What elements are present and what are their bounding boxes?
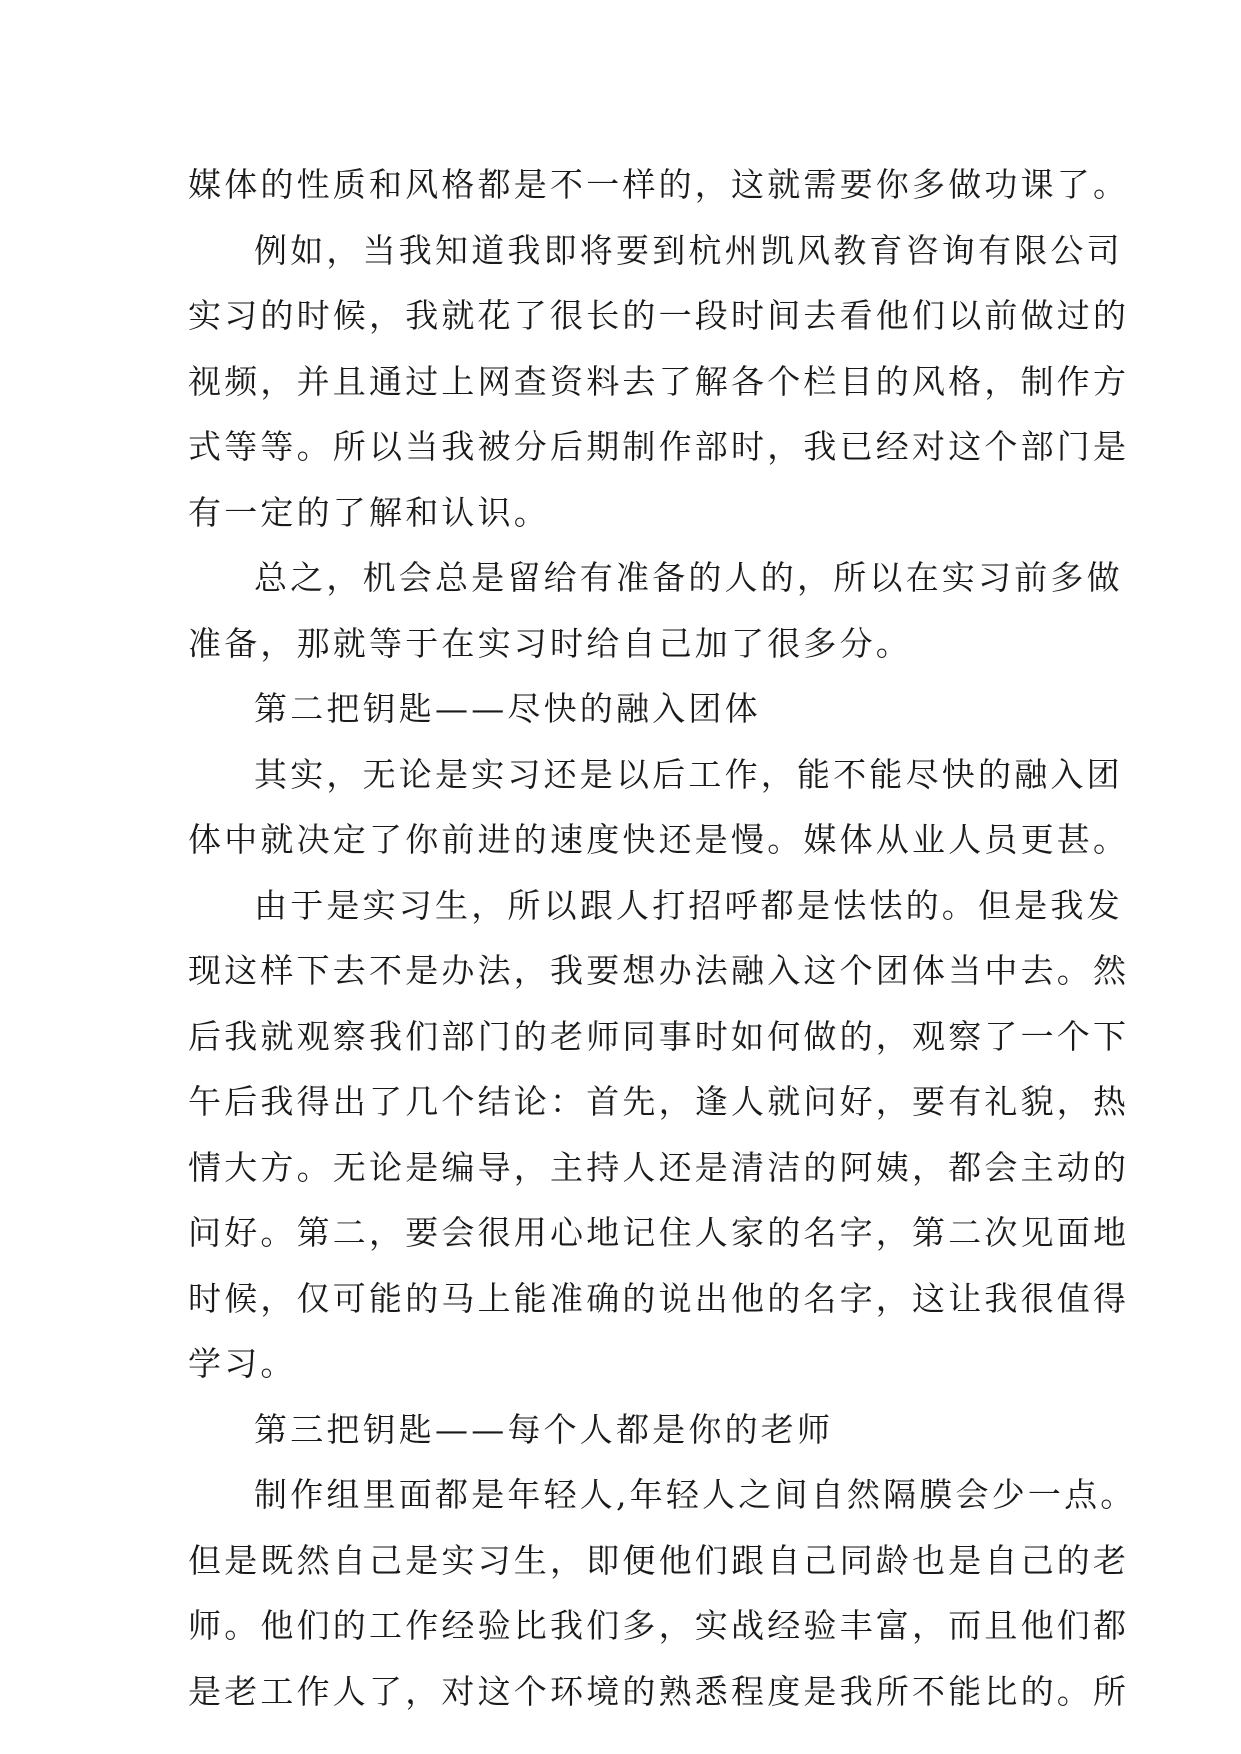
text-line: 其实，无论是实习还是以后工作，能不能尽快的融入团 [254, 754, 1123, 794]
text-line: 例如，当我知道我即将要到杭州凯风教育咨询有限公司 [254, 230, 1123, 270]
document-body [188, 152, 1137, 1724]
text-line: 实习的时候，我就花了很长的一段时间去看他们以前做过的 [188, 296, 1130, 335]
text-line: 午后我得出了几个结论：首先，逢人就问好，要有礼貌，热 [188, 1082, 1130, 1121]
text-line: 制作组里面都是年轻人,年轻人之间自然隔膜会少一点。 [254, 1475, 1137, 1514]
text-line: 情大方。无论是编导，主持人还是清洁的阿姨，都会主动的 [188, 1147, 1130, 1187]
text-line: 问好。第二，要会很用心地记住人家的名字，第二次见面地 [188, 1213, 1130, 1252]
text-line: 第三把钥匙——每个人都是你的老师 [254, 1409, 834, 1449]
text-line: 后我就观察我们部门的老师同事时如何做的，观察了一个下 [188, 1016, 1130, 1056]
text-line: 师。他们的工作经验比我们多，实战经验丰富，而且他们都 [188, 1606, 1130, 1645]
text-line: 媒体的性质和风格都是不一样的，这就需要你多做功课了。 [188, 165, 1130, 204]
text-line: 有一定的了解和认识。 [188, 492, 550, 532]
text-line: 体中就决定了你前进的速度快还是慢。媒体从业人员更甚。 [188, 820, 1130, 859]
text-line: 准备，那就等于在实习时给自己加了很多分。 [188, 623, 912, 663]
text-line: 现这样下去不是办法，我要想办法融入这个团体当中去。然 [188, 951, 1130, 990]
text-line: 第二把钥匙——尽快的融入团体 [254, 689, 761, 728]
text-line: 由于是实习生，所以跟人打招呼都是怯怯的。但是我发 [254, 885, 1123, 925]
text-line: 是老工作人了，对这个环境的熟悉程度是我所不能比的。所 [188, 1671, 1130, 1711]
text-line: 式等等。所以当我被分后期制作部时，我已经对这个部门是 [188, 427, 1130, 466]
text-line: 但是既然自己是实习生，即便他们跟自己同龄也是自己的老 [188, 1540, 1130, 1580]
text-line: 学习。 [188, 1344, 297, 1383]
text-line: 视频，并且通过上网查资料去了解各个栏目的风格，制作方 [188, 361, 1130, 401]
text-line: 总之，机会总是留给有准备的人的，所以在实习前多做 [254, 558, 1123, 597]
text-line: 时候，仅可能的马上能准确的说出他的名字，这让我很值得 [188, 1278, 1130, 1318]
